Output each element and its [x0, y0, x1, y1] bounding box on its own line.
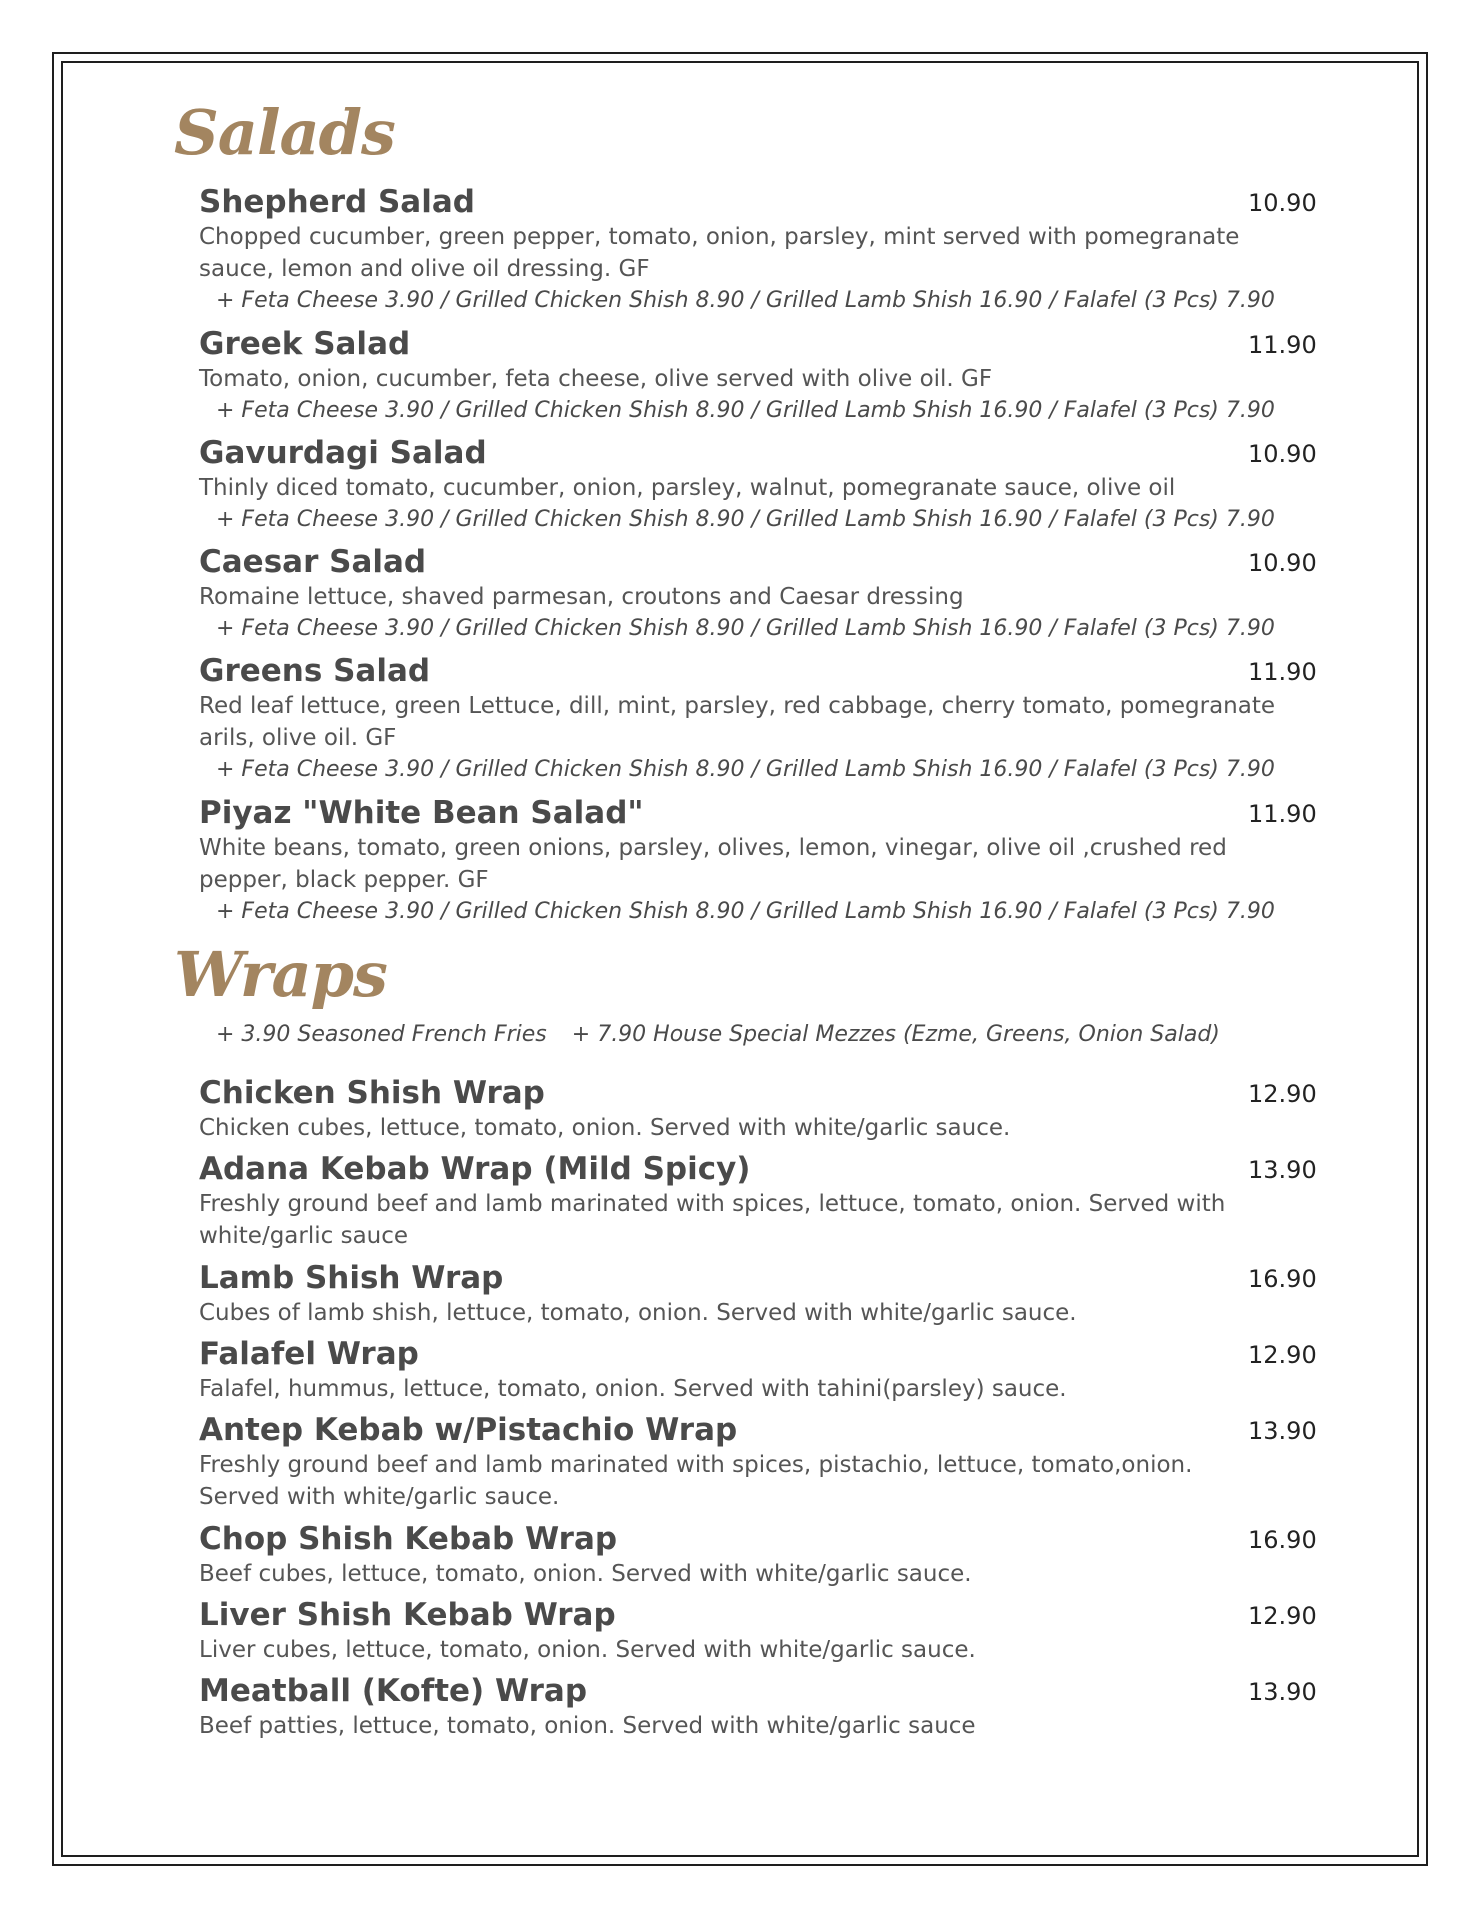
item-extras: + Feta Cheese 3.90 / Grilled Chicken Shish 8.90 / Grilled Lamb Shish 16.90 / Falafel (3 Pcs) 7.90 — [216, 507, 1275, 532]
menu-item-liver-shish-kebab-wrap — [199, 1596, 1317, 1666]
menu-item-lamb-shish-wrap — [199, 1259, 1317, 1329]
item-price: 12.90 — [1248, 1341, 1317, 1369]
item-price: 16.90 — [1248, 1265, 1317, 1293]
item-description: Chopped cucumber, green pepper, tomato, onion, parsley, mint served with pomegranate sauce, lemon and olive oil dressing. GF — [199, 224, 1240, 282]
item-name: Antep Kebab w/Pistachio Wrap — [199, 1412, 738, 1448]
salads-heading: Salads — [174, 96, 395, 169]
wraps-addons — [216, 1019, 1220, 1051]
item-description: Beef patties, lettuce, tomato, onion. Served with white/garlic sauce — [199, 1713, 976, 1739]
item-description: Chicken cubes, lettuce, tomato, onion. Served with white/garlic sauce. — [199, 1115, 1011, 1141]
wraps-heading: Wraps — [174, 938, 387, 1011]
menu-item-adana-kebab-wrap — [199, 1150, 1317, 1252]
item-name: Greens Salad — [199, 653, 431, 689]
item-name: Piyaz "White Bean Salad" — [199, 795, 644, 831]
item-extras: + Feta Cheese 3.90 / Grilled Chicken Shish 8.90 / Grilled Lamb Shish 16.90 / Falafel (3 Pcs) 7.90 — [216, 616, 1275, 641]
item-name: Falafel Wrap — [199, 1336, 419, 1372]
addon-mezzes: + 7.90 House Special Mezzes (Ezme, Greens, Onion Salad) — [571, 1022, 1220, 1047]
item-description: Freshly ground beef and lamb marinated with spices, lettuce, tomato, onion. Served with white/garlic sauce — [199, 1191, 1226, 1249]
menu-item-caesar-salad — [199, 543, 1317, 645]
item-description: Freshly ground beef and lamb marinated with spices, pistachio, lettuce, tomato,onion. Served with white/garlic sauce. — [199, 1452, 1193, 1510]
item-price: 12.90 — [1248, 1080, 1317, 1108]
menu-item-falafel-wrap — [199, 1335, 1317, 1405]
item-price: 10.90 — [1248, 189, 1317, 217]
item-extras: + Feta Cheese 3.90 / Grilled Chicken Shish 8.90 / Grilled Lamb Shish 16.90 / Falafel (3 Pcs) 7.90 — [216, 398, 1275, 423]
item-price: 11.90 — [1248, 800, 1317, 828]
menu-item-chop-shish-kebab-wrap — [199, 1520, 1317, 1590]
item-name: Meatball (Kofte) Wrap — [199, 1673, 588, 1709]
item-description: Falafel, hummus, lettuce, tomato, onion. Served with tahini(parsley) sauce. — [199, 1376, 1067, 1402]
item-extras: + Feta Cheese 3.90 / Grilled Chicken Shish 8.90 / Grilled Lamb Shish 16.90 / Falafel (3 Pcs) 7.90 — [216, 288, 1275, 313]
item-extras: + Feta Cheese 3.90 / Grilled Chicken Shish 8.90 / Grilled Lamb Shish 16.90 / Falafel (3 Pcs) 7.90 — [216, 757, 1275, 782]
item-description: Romaine lettuce, shaved parmesan, croutons and Caesar dressing — [199, 584, 964, 610]
item-price: 10.90 — [1248, 440, 1317, 468]
item-description: Thinly diced tomato, cucumber, onion, parsley, walnut, pomegranate sauce, olive oil — [199, 475, 1176, 501]
item-description: Cubes of lamb shish, lettuce, tomato, onion. Served with white/garlic sauce. — [199, 1300, 1077, 1326]
item-price: 16.90 — [1248, 1526, 1317, 1554]
item-name: Liver Shish Kebab Wrap — [199, 1597, 616, 1633]
item-description: Red leaf lettuce, green Lettuce, dill, mint, parsley, red cabbage, cherry tomato, pomegranate arils, olive oil. GF — [199, 693, 1276, 751]
item-name: Gavurdagi Salad — [199, 435, 487, 471]
addon-fries: + 3.90 Seasoned French Fries — [216, 1022, 547, 1047]
menu-item-piyaz-salad — [199, 794, 1317, 928]
item-name: Caesar Salad — [199, 544, 427, 580]
item-price: 12.90 — [1248, 1602, 1317, 1630]
item-name: Greek Salad — [199, 326, 411, 362]
item-extras: + Feta Cheese 3.90 / Grilled Chicken Shish 8.90 / Grilled Lamb Shish 16.90 / Falafel (3 Pcs) 7.90 — [216, 899, 1275, 924]
item-name: Shepherd Salad — [199, 184, 475, 220]
menu-item-antep-kebab-wrap — [199, 1411, 1317, 1513]
menu-item-greek-salad — [199, 325, 1317, 427]
item-price: 13.90 — [1248, 1156, 1317, 1184]
item-name: Lamb Shish Wrap — [199, 1260, 504, 1296]
item-name: Chicken Shish Wrap — [199, 1075, 545, 1111]
item-price: 11.90 — [1248, 658, 1317, 686]
item-price: 13.90 — [1248, 1678, 1317, 1706]
item-price: 13.90 — [1248, 1417, 1317, 1445]
menu-item-gavurdagi-salad — [199, 434, 1317, 536]
menu-item-shepherd-salad — [199, 183, 1317, 317]
item-description: Beef cubes, lettuce, tomato, onion. Served with white/garlic sauce. — [199, 1561, 972, 1587]
item-description: Tomato, onion, cucumber, feta cheese, olive served with olive oil. GF — [199, 366, 993, 392]
menu-item-meatball-kofte-wrap — [199, 1672, 1317, 1742]
item-price: 11.90 — [1248, 331, 1317, 359]
item-name: Adana Kebab Wrap (Mild Spicy) — [199, 1151, 751, 1187]
menu-item-chicken-shish-wrap — [199, 1074, 1317, 1144]
item-description: White beans, tomato, green onions, parsley, olives, lemon, vinegar, olive oil ,crushed red pepper, black pepper. GF — [199, 835, 1227, 893]
menu-item-greens-salad — [199, 652, 1317, 786]
item-description: Liver cubes, lettuce, tomato, onion. Served with white/garlic sauce. — [199, 1637, 976, 1663]
item-price: 10.90 — [1248, 549, 1317, 577]
item-name: Chop Shish Kebab Wrap — [199, 1521, 618, 1557]
